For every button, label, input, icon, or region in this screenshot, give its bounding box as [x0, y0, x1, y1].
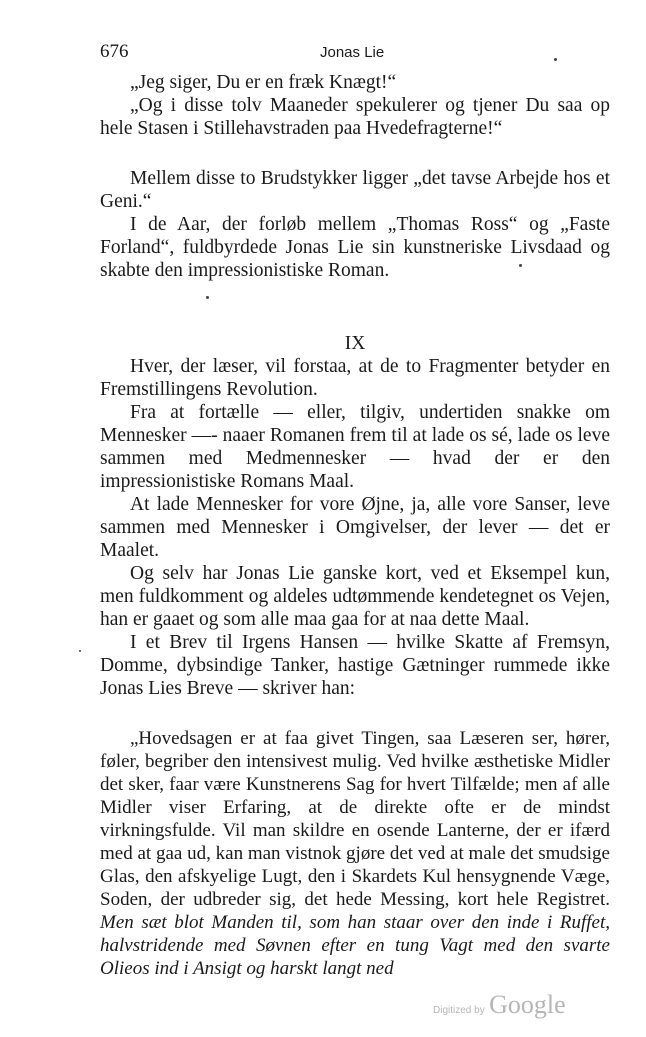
quote-text: „Hovedsagen er at faa givet Tingen, saa Læseren ser, hører, føler, begriber den intensivest mulig. Ved hvilke æsthetiske Midler det sker, faar være Kunstnerens Sag for hvert Tilfælde; men af alle Midler viser Erfaring, at de direkte ofte er de mindst virkningsfulde. Vil man skildre en osende Lanterne, der er ifærd med at gaa ud, kan man vistnok gjøre det ved at male det smudsige Glas, den afskyelige Lugt, den i Skardets Kul hensygnende Væge, Soden, der udbreder sig, det hede Messing, kort hele Registret.	[100, 728, 610, 910]
paragraph: At lade Mennesker for vore Øjne, ja, alle vore Sanser, leve sammen med Mennesker i Omgivelser, der lever — det er Maalet.	[100, 494, 610, 561]
paragraph: Fra at fortælle — eller, tilgiv, undertiden snakke om Mennesker —- naaer Romanen frem til at lade os sé, lade os leve sammen med Medmennesker — hvad der er den impressionistiske Romans Maal.	[100, 402, 610, 492]
page-number: 676	[100, 41, 129, 62]
spacer	[100, 282, 610, 305]
running-title: Jonas Lie	[320, 44, 385, 61]
watermark-prefix: Digitized by	[433, 1005, 485, 1016]
spacer	[100, 140, 610, 167]
paragraph: I de Aar, der forløb mellem „Thomas Ross“ og „Faste Forland“, fuldbyrdede Jonas Lie sin kunstneriske Livsdaad og skabte den impressionistiske Roman.	[100, 214, 610, 281]
section-heading: IX	[344, 333, 366, 354]
paragraph: Og selv har Jonas Lie ganske kort, ved et Eksempel kun, men fuldkomment og aldeles udtømmende kendetegnet os Vejen, han er gaaet og som alle maa gaa for at naa dette Maal.	[100, 563, 610, 630]
spacer	[100, 700, 610, 727]
spacer	[100, 305, 610, 332]
paragraph: I et Brev til Irgens Hansen — hvilke Skatte af Fremsyn, Domme, dybsindige Tanker, hastige Gætninger rummede ikke Jonas Lies Breve — skriver han:	[100, 632, 610, 699]
page-body	[100, 71, 610, 980]
paragraph: Mellem disse to Brudstykker ligger „det tavse Arbejde hos et Geni.“	[100, 168, 610, 212]
quote-italic-text: Men sæt blot Manden til, som han staar over den inde i Ruffet, halvstridende med Søvnen efter en tung Vagt med den svarte Olieos ind i Ansigt og harskt langt ned	[100, 912, 610, 979]
scan-speck	[519, 264, 522, 267]
digitized-watermark	[433, 990, 566, 1020]
scan-speck	[554, 58, 557, 61]
block-quote	[100, 727, 610, 980]
paragraph: Hver, der læser, vil forstaa, at de to Fragmenter betyder en Fremstillingens Revolution.	[100, 356, 610, 400]
scan-speck	[206, 296, 209, 299]
paragraph: „Jeg siger, Du er en fræk Knægt!“	[130, 72, 397, 93]
paragraph: „Og i disse tolv Maaneder spekulerer og tjener Du saa op hele Stasen i Stillehavstraden paa Hvedefragterne!“	[100, 95, 610, 139]
scan-speck	[79, 650, 81, 652]
google-logo: Google	[489, 990, 566, 1019]
